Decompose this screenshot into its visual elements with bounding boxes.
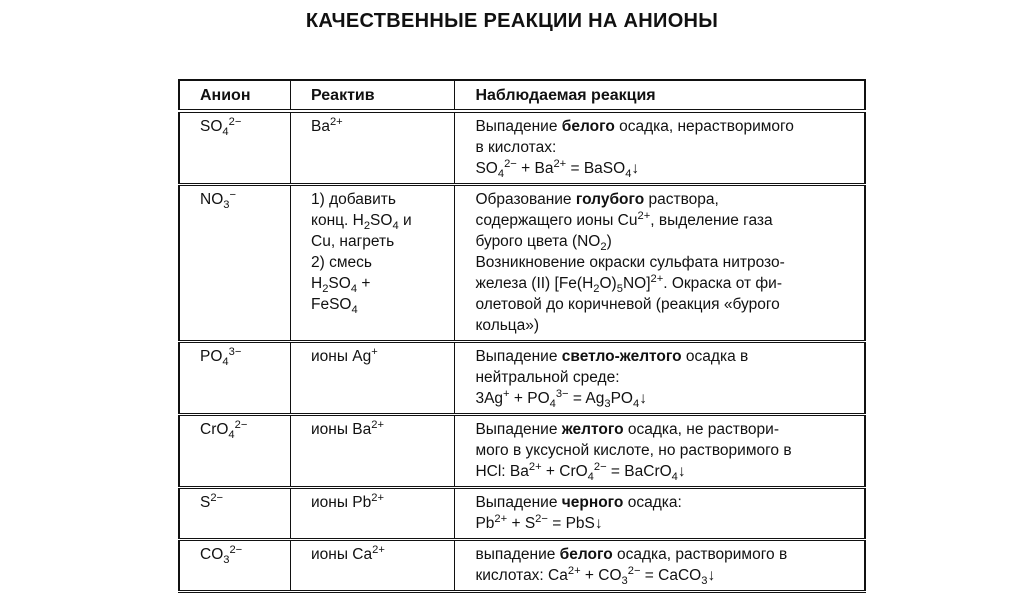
text-run: ионы Ag (311, 348, 372, 365)
text-run: осадка: (623, 494, 682, 511)
subscript: 4 (392, 220, 399, 233)
text-run: 2) смесь (311, 254, 372, 271)
text-line (200, 544, 282, 565)
text-run: Выпадение (475, 348, 562, 365)
text-run: 1) добавить (311, 191, 396, 208)
text-run: SO (200, 118, 223, 135)
subscript: 4 (222, 356, 229, 369)
superscript: − (229, 188, 236, 201)
superscript: 2− (593, 460, 607, 473)
table-row (179, 185, 865, 342)
subscript: 4 (497, 168, 505, 181)
text-line (200, 189, 282, 210)
text-run: + Ba (516, 160, 554, 177)
text-line (475, 492, 856, 513)
superscript: 2− (627, 564, 641, 577)
text-line (475, 210, 856, 231)
anion-cell (179, 488, 291, 540)
reaction-cell (455, 342, 865, 415)
subscript: 4 (350, 283, 358, 296)
text-run: PO (610, 390, 633, 407)
anion-cell (179, 540, 291, 592)
text-line (311, 189, 446, 210)
text-line (311, 294, 446, 315)
bold-text: белого (559, 546, 613, 563)
superscript: 2− (504, 157, 517, 170)
text-line (475, 388, 856, 409)
text-run: ↓ (639, 390, 647, 407)
subscript: 4 (587, 471, 594, 484)
header-reagent: Реактив (291, 80, 455, 111)
text-run: ) (606, 233, 612, 250)
text-line (475, 367, 856, 388)
text-line (475, 116, 856, 137)
text-run: содержащего ионы Cu (475, 212, 638, 229)
text-run: кольца») (475, 317, 540, 334)
text-line (475, 346, 856, 367)
table-row (179, 342, 865, 415)
text-line (311, 419, 446, 440)
reagent-cell (291, 111, 455, 185)
text-run: в кислотах: (475, 139, 557, 156)
text-line (475, 273, 856, 294)
reagent-cell (291, 415, 455, 488)
table-row (179, 415, 865, 488)
text-run: ионы Pb (311, 494, 372, 511)
text-run: осадка, не раствори- (623, 421, 779, 438)
reaction-cell (455, 540, 865, 592)
text-run: SO (370, 212, 393, 229)
text-line (311, 231, 446, 252)
text-run: Выпадение (475, 421, 562, 438)
subscript: 4 (351, 304, 358, 317)
table-row (179, 540, 865, 592)
text-run: + S (507, 515, 536, 532)
subscript: 4 (671, 471, 678, 484)
subscript: 3 (701, 575, 708, 588)
bold-text: желтого (561, 421, 624, 438)
text-run: раствора, (644, 191, 719, 208)
text-run: . Окраска от фи- (663, 275, 782, 292)
text-line (475, 544, 856, 565)
subscript: 3 (223, 199, 230, 212)
superscript: 3− (228, 345, 242, 358)
subscript: 2 (363, 220, 371, 233)
text-line (475, 294, 856, 315)
bold-text: светло-желтого (561, 348, 682, 365)
text-run: выпадение (475, 546, 560, 563)
subscript: 4 (632, 398, 640, 411)
text-run: ↓ (677, 463, 686, 480)
text-run: Образование (475, 191, 576, 208)
text-line (311, 273, 446, 294)
text-run: FeSO (311, 296, 352, 313)
text-line (311, 252, 446, 273)
superscript: 2+ (528, 460, 542, 473)
text-line (311, 116, 446, 137)
text-line (475, 315, 856, 336)
subscript: 4 (625, 168, 632, 181)
superscript: 2− (228, 115, 242, 128)
text-run: ↓ (707, 567, 716, 584)
text-run: NO (200, 191, 224, 208)
anion-cell (179, 111, 291, 185)
text-line (475, 461, 856, 482)
superscript: 3− (555, 387, 569, 400)
reagent-cell (291, 185, 455, 342)
subscript: 2 (593, 283, 600, 296)
text-line (475, 513, 856, 534)
text-line (475, 252, 856, 273)
text-run: Ba (311, 118, 330, 135)
text-run: = CaCO (640, 567, 702, 584)
text-run: бурого цвета (NO (475, 233, 601, 250)
subscript: 3 (223, 554, 230, 567)
text-run: = Ag (568, 390, 605, 407)
superscript: + (503, 387, 510, 400)
text-run: мого в уксусной кислоте, но растворимого в (475, 442, 792, 459)
text-run: , выделение газа (650, 212, 773, 229)
text-line (311, 210, 446, 231)
superscript: 2− (210, 491, 224, 504)
text-line (475, 158, 856, 179)
reaction-cell (455, 415, 865, 488)
text-run: H (311, 275, 323, 292)
text-line (200, 419, 282, 440)
text-run: = BaCrO (606, 463, 672, 480)
reaction-cell (455, 185, 865, 342)
text-run: S (200, 494, 211, 511)
superscript: 2+ (371, 418, 384, 431)
text-line (475, 440, 856, 461)
text-run: Выпадение (475, 118, 562, 135)
text-run: и (398, 212, 412, 229)
text-run: Pb (475, 515, 495, 532)
table-row (179, 488, 865, 540)
superscript: 2+ (567, 564, 581, 577)
superscript: 2− (234, 418, 248, 431)
text-run: SO (475, 160, 498, 177)
reagent-cell (291, 540, 455, 592)
superscript: 2+ (329, 115, 343, 128)
bold-text: белого (561, 118, 615, 135)
superscript: 2+ (553, 157, 567, 170)
anion-cell (179, 415, 291, 488)
text-run: Cu, нагреть (311, 233, 395, 250)
header-reaction: Наблюдаемая реакция (455, 80, 865, 111)
text-line (200, 346, 282, 367)
superscript: 2+ (650, 272, 664, 285)
superscript: 2+ (372, 543, 385, 556)
bold-text: голубого (575, 191, 645, 208)
subscript: 2 (322, 283, 329, 296)
text-line (311, 346, 446, 367)
text-run: + CO (580, 567, 622, 584)
text-run: кислотах: Ca (475, 567, 568, 584)
text-run: ↓ (631, 160, 640, 177)
superscript: 2+ (494, 512, 508, 525)
text-line (475, 565, 856, 586)
reaction-cell (455, 488, 865, 540)
bold-text: черного (561, 494, 624, 511)
text-line (475, 419, 856, 440)
text-run: CO (200, 546, 224, 563)
header-anion: Анион (179, 80, 291, 111)
text-line (200, 116, 282, 137)
table-header-row (179, 80, 865, 111)
text-run: = PbS↓ (547, 515, 603, 532)
reaction-cell (455, 111, 865, 185)
text-run: ионы Ca (311, 546, 373, 563)
text-line (311, 492, 446, 513)
subscript: 4 (228, 429, 235, 442)
text-run: + (357, 275, 371, 292)
text-run: осадка, нерастворимого (614, 118, 794, 135)
anion-reactions-table (178, 79, 866, 593)
superscript: 2− (535, 512, 548, 525)
text-run: конц. H (311, 212, 364, 229)
text-run: нейтральной среде: (475, 369, 620, 386)
text-run: осадка в (681, 348, 749, 365)
subscript: 5 (616, 283, 623, 296)
table-body (179, 111, 865, 592)
text-run: SO (328, 275, 351, 292)
superscript: 2+ (371, 491, 384, 504)
text-run: Выпадение (475, 494, 562, 511)
text-run: 3Ag (475, 390, 504, 407)
text-line (475, 231, 856, 252)
reagent-cell (291, 488, 455, 540)
text-run: CrO (200, 421, 229, 438)
text-run: ионы Ba (311, 421, 372, 438)
anion-cell (179, 342, 291, 415)
subscript: 2 (600, 241, 607, 254)
text-run: + PO (509, 390, 550, 407)
text-line (475, 137, 856, 158)
text-run: PO (200, 348, 223, 365)
text-run: + CrO (541, 463, 588, 480)
text-run: = BaSO (566, 160, 626, 177)
text-line (311, 544, 446, 565)
text-run: железа (II) [Fe(H (475, 275, 594, 292)
superscript: 2− (229, 543, 243, 556)
text-run: O) (599, 275, 617, 292)
text-run: олетовой до коричневой (реакция «бурого (475, 296, 780, 313)
text-run: Возникновение окраски сульфата нитрозо- (475, 254, 785, 271)
table-row (179, 111, 865, 185)
superscript: 2+ (637, 209, 651, 222)
superscript: + (371, 345, 378, 358)
text-line (475, 189, 856, 210)
subscript: 3 (621, 575, 628, 588)
text-run: NO] (622, 275, 651, 292)
reagent-cell (291, 342, 455, 415)
text-line (200, 492, 282, 513)
subscript: 4 (549, 398, 556, 411)
subscript: 4 (222, 126, 229, 139)
text-run: осадка, растворимого в (612, 546, 788, 563)
subscript: 3 (604, 398, 611, 411)
page-title: КАЧЕСТВЕННЫЕ РЕАКЦИИ НА АНИОНЫ (305, 10, 719, 32)
anion-cell (179, 185, 291, 342)
text-run: HCl: Ba (475, 463, 529, 480)
